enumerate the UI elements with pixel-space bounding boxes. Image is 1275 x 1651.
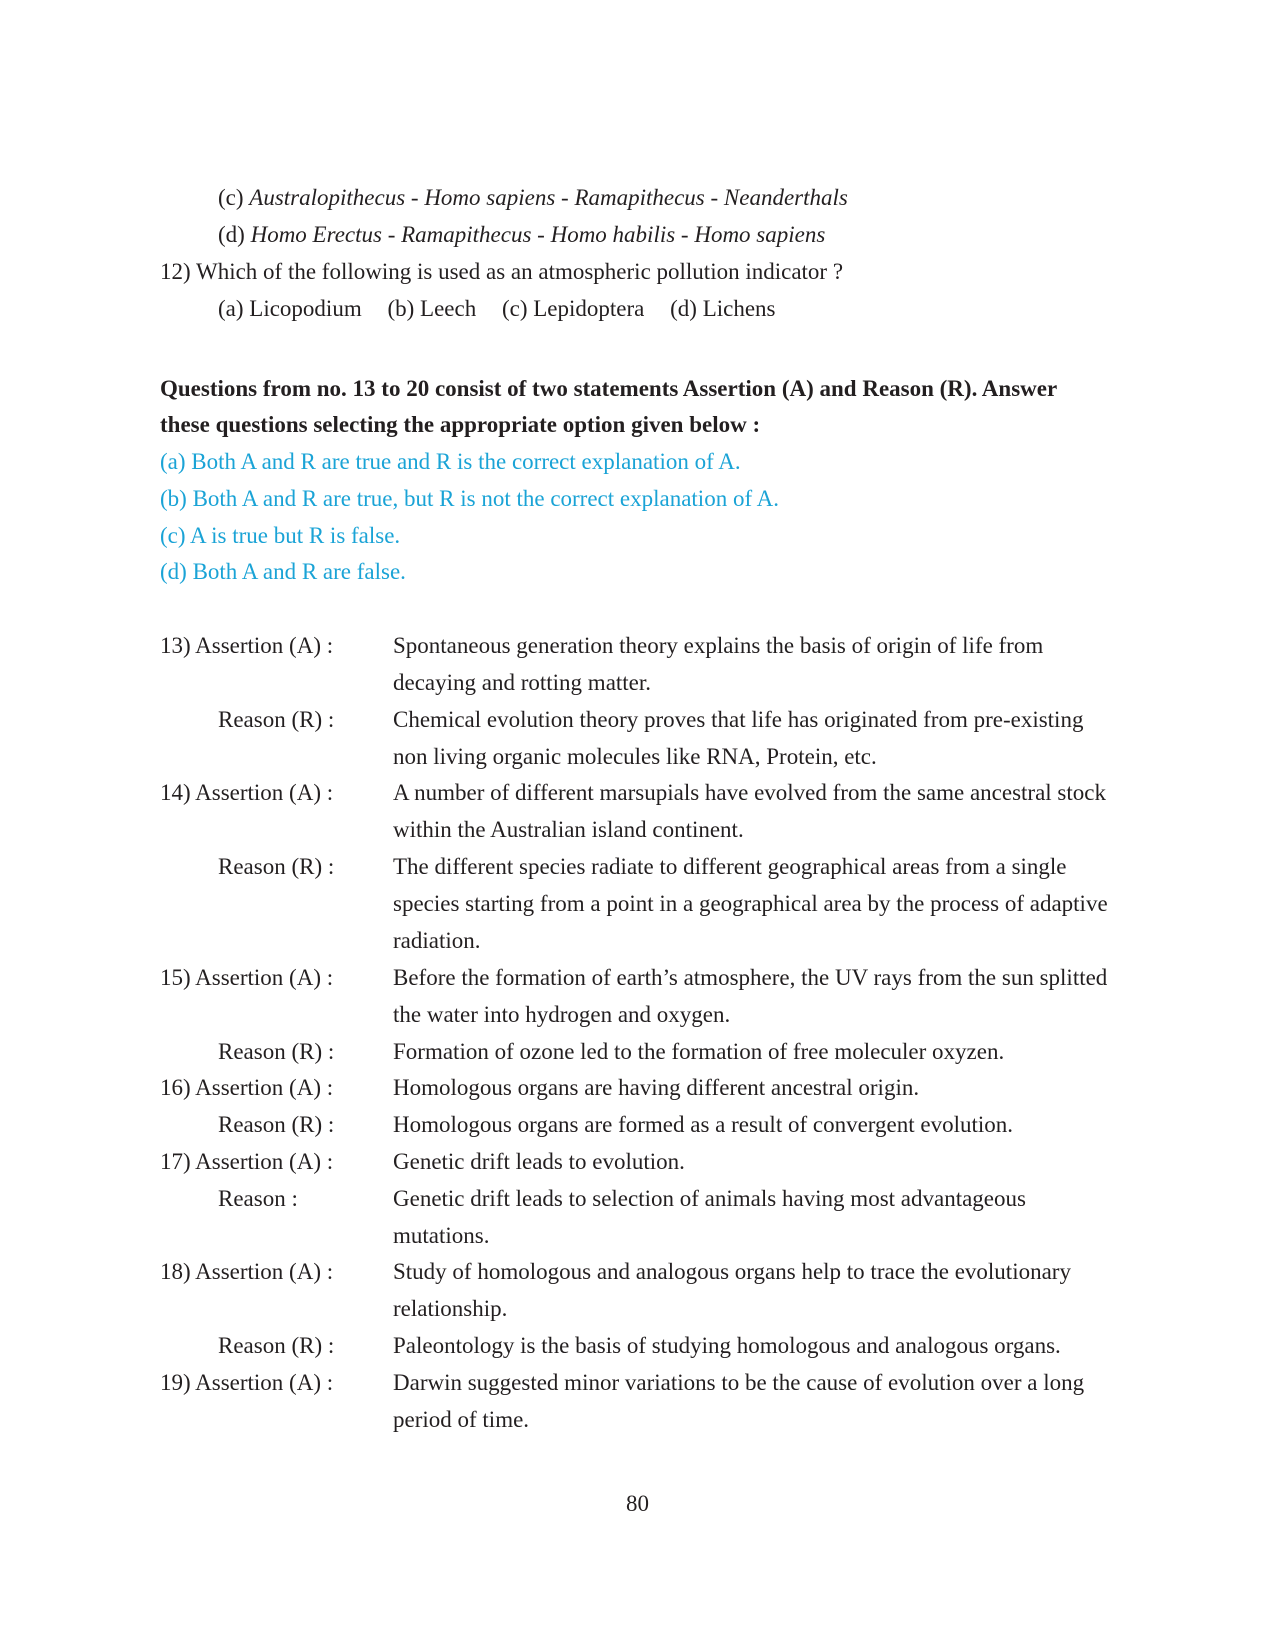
- item-15-assertion-line-1: Before the formation of earth’s atmosphere, the UV rays from the sun splitted: [393, 965, 1108, 990]
- item-17-assertion-line-1: Genetic drift leads to evolution.: [393, 1149, 685, 1174]
- item-14-reason-label: Reason (R) :: [218, 854, 335, 879]
- q12-option-d: (d) Lichens: [670, 296, 776, 321]
- option-d-text: Homo Erectus - Ramapithecus - Homo habilis - Homo sapiens: [250, 222, 826, 247]
- item-17-reason-label: Reason :: [218, 1186, 298, 1211]
- item-15-reason-label: Reason (R) :: [218, 1039, 335, 1064]
- question-12: 12) Which of the following is used as an atmospheric pollution indicator ?: [160, 259, 844, 284]
- item-17-reason-line-1: Genetic drift leads to selection of animals having most advantageous: [393, 1186, 1026, 1211]
- item-13-assertion-line-2: decaying and rotting matter.: [393, 670, 652, 695]
- item-16-assertion-label: 16) Assertion (A) :: [160, 1075, 334, 1100]
- item-14-assertion-line-1: A number of different marsupials have evolved from the same ancestral stock: [393, 780, 1106, 805]
- item-13-reason-line-2: non living organic molecules like RNA, Protein, etc.: [393, 744, 877, 769]
- choice-c: (c) A is true but R is false.: [160, 523, 401, 548]
- item-16-reason-line-1: Homologous organs are formed as a result of convergent evolution.: [393, 1112, 1014, 1137]
- instructions-line-2: these questions selecting the appropriate option given below :: [160, 412, 761, 437]
- option-d-label: (d): [218, 222, 245, 247]
- page-number: 80: [626, 1491, 649, 1516]
- question-12-options: [218, 295, 796, 323]
- choice-b: (b) Both A and R are true, but R is not the correct explanation of A.: [160, 486, 779, 511]
- item-13-assertion-line-1: Spontaneous generation theory explains the basis of origin of life from: [393, 633, 1044, 658]
- item-13-reason-label: Reason (R) :: [218, 707, 335, 732]
- item-14-reason-line-2: species starting from a point in a geographical area by the process of adaptive: [393, 891, 1108, 916]
- item-15-assertion-line-2: the water into hydrogen and oxygen.: [393, 1002, 731, 1027]
- item-13-assertion-label: 13) Assertion (A) :: [160, 633, 334, 658]
- item-18-reason-line-1: Paleontology is the basis of studying homologous and analogous organs.: [393, 1333, 1061, 1358]
- item-17-reason-line-2: mutations.: [393, 1223, 490, 1248]
- item-14-reason-line-1: The different species radiate to different geographical areas from a single: [393, 854, 1067, 879]
- item-14-reason-line-3: radiation.: [393, 928, 481, 953]
- item-14-assertion-line-2: within the Australian island continent.: [393, 817, 744, 842]
- q12-option-c: (c) Lepidoptera: [501, 296, 645, 321]
- choice-a: (a) Both A and R are true and R is the correct explanation of A.: [160, 449, 741, 474]
- item-15-assertion-label: 15) Assertion (A) :: [160, 965, 334, 990]
- item-19-assertion-line-1: Darwin suggested minor variations to be the cause of evolution over a long: [393, 1370, 1085, 1395]
- item-19-assertion-line-2: period of time.: [393, 1407, 530, 1432]
- q12-option-a: (a) Licopodium: [218, 296, 362, 321]
- option-d-line: [218, 221, 825, 249]
- option-c-label: (c): [218, 185, 244, 210]
- option-c-line: [218, 184, 848, 212]
- item-16-assertion-line-1: Homologous organs are having different ancestral origin.: [393, 1075, 920, 1100]
- item-17-assertion-label: 17) Assertion (A) :: [160, 1149, 334, 1174]
- item-18-reason-label: Reason (R) :: [218, 1333, 335, 1358]
- item-18-assertion-line-1: Study of homologous and analogous organs help to trace the evolutionary: [393, 1259, 1071, 1284]
- instructions-line-1: Questions from no. 13 to 20 consist of two statements Assertion (A) and Reason (R). Answer: [160, 376, 1058, 401]
- choice-d: (d) Both A and R are false.: [160, 559, 406, 584]
- option-c-text: Australopithecus - Homo sapiens - Ramapithecus - Neanderthals: [249, 185, 848, 210]
- q12-option-b: (b) Leech: [387, 296, 477, 321]
- item-16-reason-label: Reason (R) :: [218, 1112, 335, 1137]
- item-13-reason-line-1: Chemical evolution theory proves that life has originated from pre-existing: [393, 707, 1084, 732]
- item-14-assertion-label: 14) Assertion (A) :: [160, 780, 334, 805]
- item-18-assertion-line-2: relationship.: [393, 1296, 508, 1321]
- item-18-assertion-label: 18) Assertion (A) :: [160, 1259, 334, 1284]
- item-19-assertion-label: 19) Assertion (A) :: [160, 1370, 334, 1395]
- item-15-reason-line-1: Formation of ozone led to the formation of free moleculer oxyzen.: [393, 1039, 1005, 1064]
